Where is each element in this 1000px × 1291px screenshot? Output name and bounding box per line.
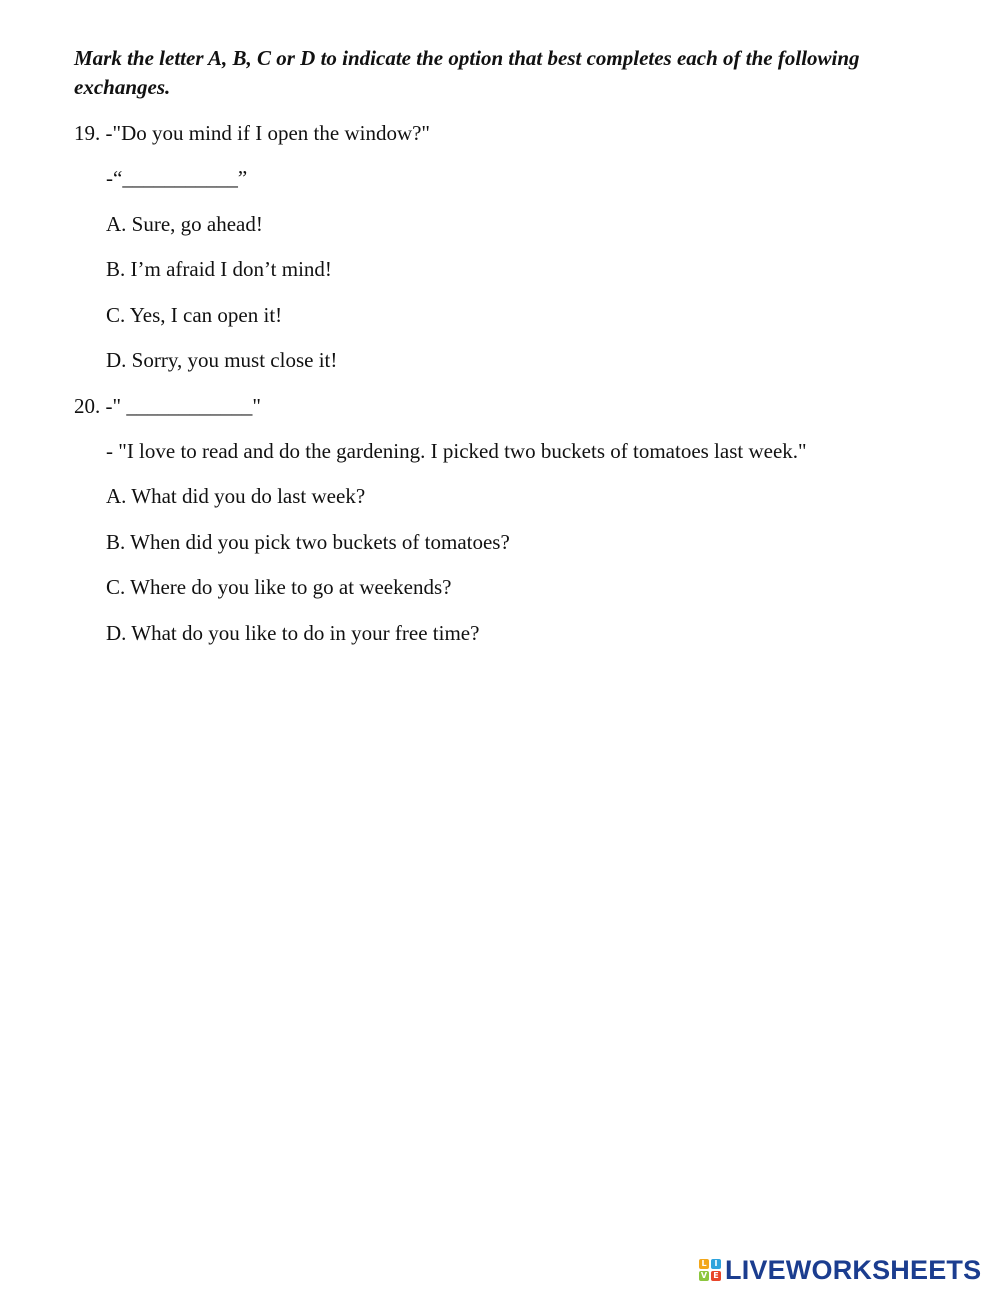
question-20-prompt-blank: 20. -" ____________" xyxy=(74,394,261,418)
question-20-option-c[interactable]: C. Where do you like to go at weekends? xyxy=(106,575,452,599)
logo-mark-tile: V xyxy=(700,1271,708,1280)
logo-mark-tile: L xyxy=(699,1259,709,1269)
liveworksheets-logo xyxy=(699,1255,981,1285)
question-19-option-c[interactable]: C. Yes, I can open it! xyxy=(106,303,283,327)
logo-text: LIVEWORKSHEETS xyxy=(725,1255,982,1285)
logo-mark-icon xyxy=(699,1259,721,1281)
question-20-option-b[interactable]: B. When did you pick two buckets of tomatoes? xyxy=(106,530,510,554)
question-19-prompt: 19. -"Do you mind if I open the window?" xyxy=(74,121,431,145)
instruction-text: Mark the letter A, B, C or D to indicate the option that best completes each of the following exchanges. xyxy=(74,46,860,99)
logo-mark-tile: E xyxy=(711,1271,721,1281)
question-20-option-d[interactable]: D. What do you like to do in your free time? xyxy=(106,621,480,645)
question-20-reply: - "I love to read and do the gardening. I picked two buckets of tomatoes last week." xyxy=(106,439,807,463)
question-19-reply-blank: -“___________” xyxy=(106,166,248,190)
question-19-option-b[interactable]: B. I’m afraid I don’t mind! xyxy=(106,257,332,281)
question-19-option-d[interactable]: D. Sorry, you must close it! xyxy=(106,348,338,372)
logo-mark-tile: I xyxy=(711,1259,721,1269)
question-20-option-a[interactable]: A. What did you do last week? xyxy=(106,484,366,508)
question-19-option-a[interactable]: A. Sure, go ahead! xyxy=(106,212,263,236)
